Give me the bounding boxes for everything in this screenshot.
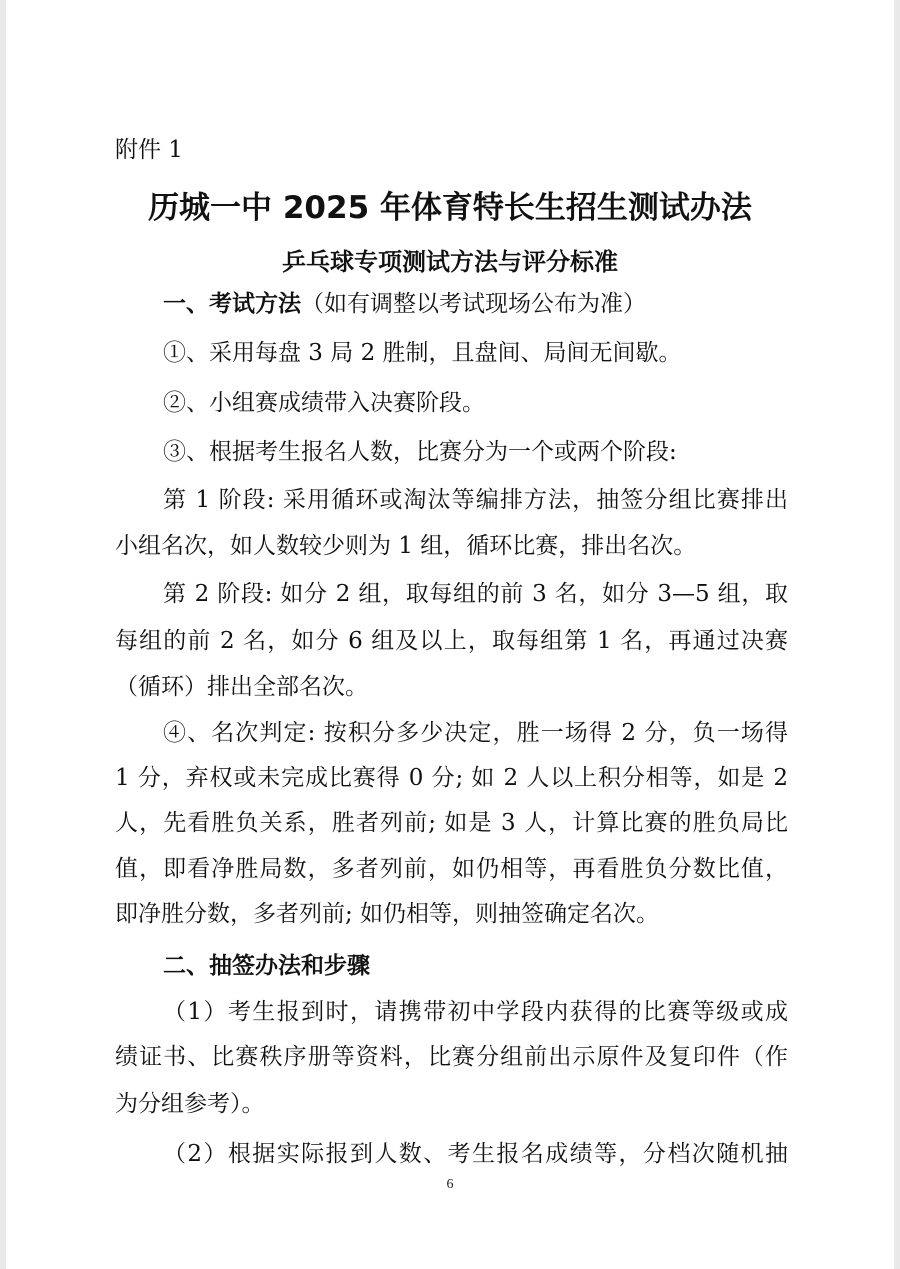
paragraph-line: ②、小组赛成绩带入决赛阶段。 xyxy=(163,390,485,416)
paragraph-line: ③、根据考生报名人数，比赛分为一个或两个阶段: xyxy=(163,439,677,465)
paragraph-line: 1 分，弃权或未完成比赛得 0 分; 如 2 人以上积分相等，如是 2 xyxy=(115,765,788,791)
paragraph-line: （2）根据实际报到人数、考生报名成绩等，分档次随机抽 xyxy=(163,1141,788,1167)
document-subtitle: 乒乓球专项测试方法与评分标准 xyxy=(282,248,618,276)
paragraph-line: 为分组参考）。 xyxy=(115,1091,265,1117)
paragraph-line: 小组名次，如人数较少则为 1 组，循环比赛，排出名次。 xyxy=(115,533,697,559)
paragraph-line: ④、名次判定: 按积分多少决定，胜一场得 2 分，负一场得 xyxy=(163,720,788,746)
paragraph-line: 值，即看净胜局数，多者列前，如仍相等，再看胜负分数比值， xyxy=(115,856,788,882)
section-heading-2: 二、抽签办法和步骤 xyxy=(163,953,370,979)
document-title: 历城一中 2025 年体育特长生招生测试办法 xyxy=(148,190,752,226)
paragraph-line: 第 2 阶段: 如分 2 组，取每组的前 3 名，如分 3—5 组，取 xyxy=(163,581,788,607)
paragraph-line: （1）考生报到时，请携带初中学段内获得的比赛等级或成 xyxy=(163,999,788,1025)
paragraph-line: ①、采用每盘 3 局 2 胜制，且盘间、局间无间歇。 xyxy=(163,340,682,366)
paragraph-line: 人，先看胜负关系，胜者列前; 如是 3 人，计算比赛的胜负局比 xyxy=(115,810,788,836)
paragraph-line: 绩证书、比赛秩序册等资料，比赛分组前出示原件及复印件（作 xyxy=(115,1044,788,1070)
attachment-label: 附件 1 xyxy=(115,137,183,163)
section-note: （如有调整以考试现场公布为准） xyxy=(301,291,646,317)
page-number: 6 xyxy=(446,1177,454,1192)
paragraph-line: （循环）排出全部名次。 xyxy=(115,674,368,700)
paragraph-line: 每组的前 2 名，如分 6 组及以上，取每组第 1 名，再通过决赛 xyxy=(115,628,788,654)
section-heading-text: 一、考试方法 xyxy=(163,291,301,317)
paragraph-line: 第 1 阶段: 采用循环或淘汰等编排方法，抽签分组比赛排出 xyxy=(163,487,788,513)
section-heading-1 xyxy=(115,284,788,324)
paragraph-line: 即净胜分数，多者列前; 如仍相等，则抽签确定名次。 xyxy=(115,901,660,927)
